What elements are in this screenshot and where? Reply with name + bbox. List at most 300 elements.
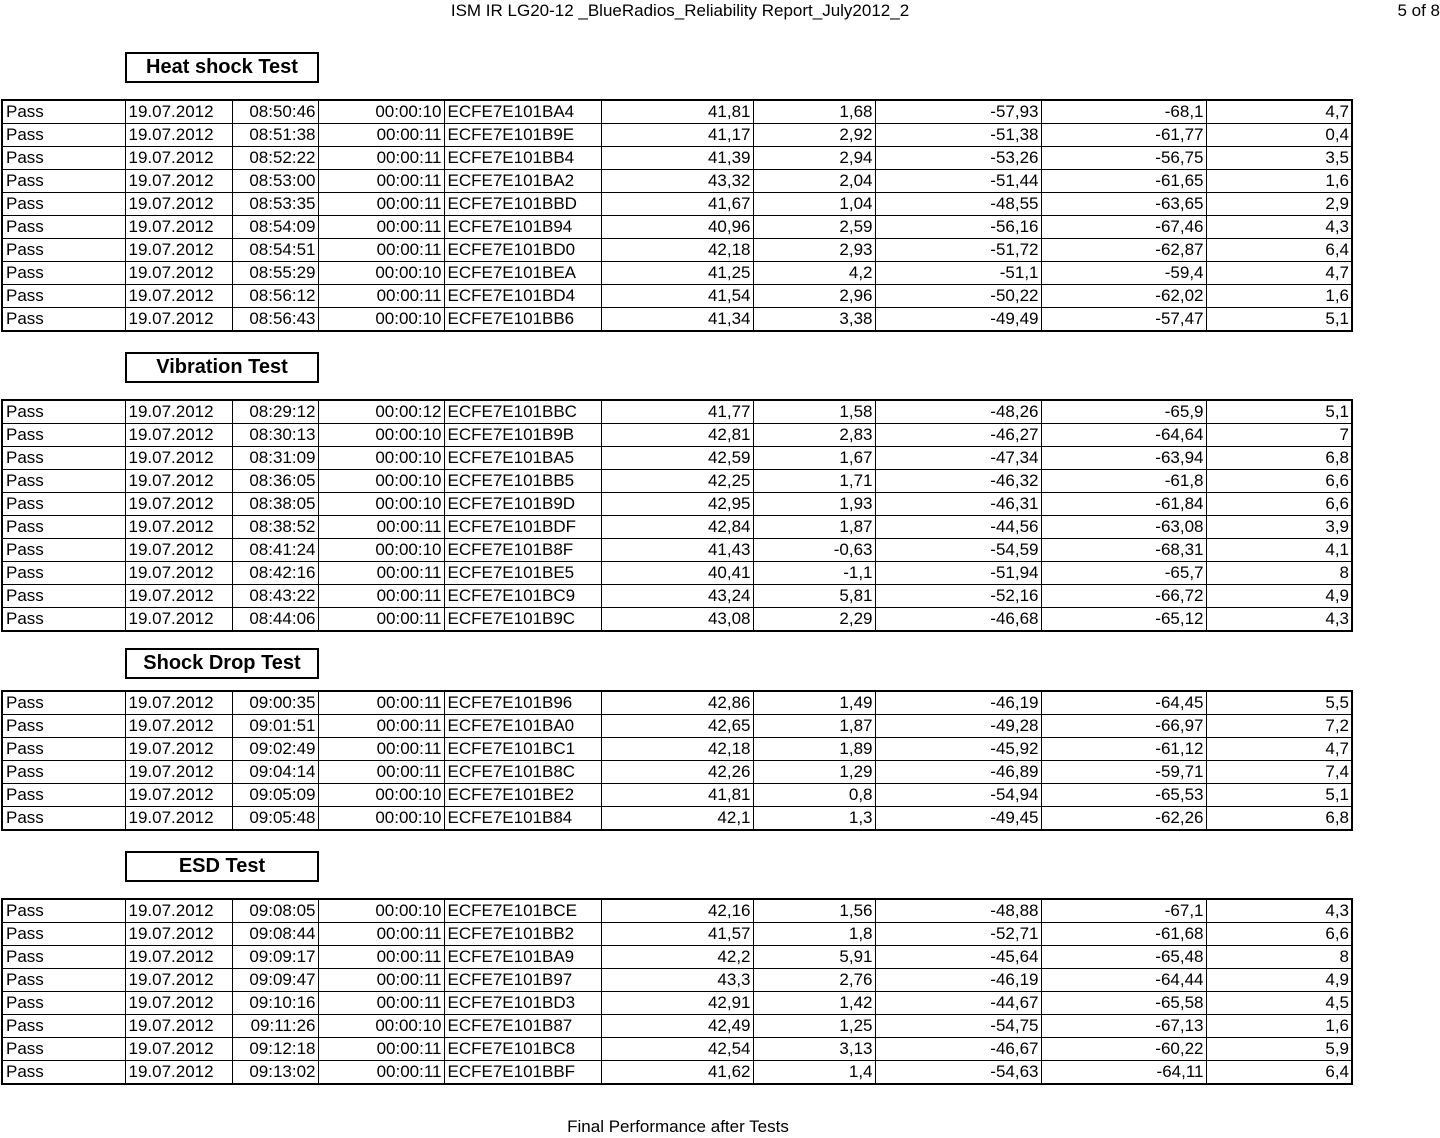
cell-duration: 00:00:11 <box>318 1038 444 1061</box>
cell-time: 08:38:05 <box>232 493 318 516</box>
cell-value-1: 43,24 <box>601 585 753 608</box>
cell-value-4: -64,11 <box>1041 1061 1206 1085</box>
section-title-vibration: Vibration Test <box>125 352 319 383</box>
cell-value-3: -51,38 <box>875 124 1041 147</box>
cell-time: 09:10:16 <box>232 992 318 1015</box>
cell-device-id: ECFE7E101B8C <box>444 761 601 784</box>
table-row <box>2 562 1352 585</box>
cell-value-5: 6,4 <box>1206 1061 1352 1085</box>
cell-value-1: 41,54 <box>601 285 753 308</box>
cell-value-1: 41,77 <box>601 400 753 424</box>
cell-status: Pass <box>2 1015 125 1038</box>
table-row <box>2 493 1352 516</box>
cell-value-2: 1,58 <box>753 400 875 424</box>
cell-value-2: 3,38 <box>753 308 875 332</box>
cell-value-4: -66,97 <box>1041 715 1206 738</box>
cell-time: 08:41:24 <box>232 539 318 562</box>
cell-duration: 00:00:11 <box>318 923 444 946</box>
cell-value-3: -54,59 <box>875 539 1041 562</box>
cell-duration: 00:00:10 <box>318 424 444 447</box>
cell-device-id: ECFE7E101B9E <box>444 124 601 147</box>
cell-duration: 00:00:11 <box>318 738 444 761</box>
cell-value-1: 42,49 <box>601 1015 753 1038</box>
cell-status: Pass <box>2 239 125 262</box>
cell-device-id: ECFE7E101BB6 <box>444 308 601 332</box>
cell-value-1: 43,32 <box>601 170 753 193</box>
table-row <box>2 923 1352 946</box>
cell-value-1: 42,2 <box>601 946 753 969</box>
table-row <box>2 400 1352 424</box>
cell-device-id: ECFE7E101BBD <box>444 193 601 216</box>
cell-value-5: 5,1 <box>1206 784 1352 807</box>
cell-value-4: -67,46 <box>1041 216 1206 239</box>
cell-value-1: 41,34 <box>601 308 753 332</box>
cell-value-1: 43,08 <box>601 608 753 632</box>
cell-value-5: 6,4 <box>1206 239 1352 262</box>
cell-value-2: 2,04 <box>753 170 875 193</box>
cell-status: Pass <box>2 1038 125 1061</box>
cell-value-3: -50,22 <box>875 285 1041 308</box>
cell-device-id: ECFE7E101B9C <box>444 608 601 632</box>
cell-value-1: 41,57 <box>601 923 753 946</box>
cell-value-5: 6,8 <box>1206 447 1352 470</box>
table-row <box>2 216 1352 239</box>
cell-device-id: ECFE7E101BB2 <box>444 923 601 946</box>
table-row <box>2 239 1352 262</box>
cell-value-2: 1,4 <box>753 1061 875 1085</box>
cell-value-3: -51,44 <box>875 170 1041 193</box>
cell-device-id: ECFE7E101BA5 <box>444 447 601 470</box>
cell-date: 19.07.2012 <box>125 899 232 923</box>
cell-date: 19.07.2012 <box>125 216 232 239</box>
cell-value-1: 42,54 <box>601 1038 753 1061</box>
page-number: 5 of 8 <box>1397 1 1440 20</box>
cell-time: 09:05:48 <box>232 807 318 831</box>
cell-value-4: -66,72 <box>1041 585 1206 608</box>
cell-value-3: -49,49 <box>875 308 1041 332</box>
cell-duration: 00:00:11 <box>318 715 444 738</box>
cell-date: 19.07.2012 <box>125 193 232 216</box>
table-row <box>2 969 1352 992</box>
cell-value-1: 42,1 <box>601 807 753 831</box>
cell-date: 19.07.2012 <box>125 946 232 969</box>
cell-value-4: -65,7 <box>1041 562 1206 585</box>
cell-status: Pass <box>2 899 125 923</box>
cell-status: Pass <box>2 1061 125 1085</box>
table-row <box>2 470 1352 493</box>
cell-status: Pass <box>2 946 125 969</box>
cell-time: 08:30:13 <box>232 424 318 447</box>
table-row <box>2 761 1352 784</box>
cell-status: Pass <box>2 193 125 216</box>
cell-time: 08:36:05 <box>232 470 318 493</box>
cell-duration: 00:00:11 <box>318 608 444 632</box>
cell-value-2: 1,42 <box>753 992 875 1015</box>
cell-device-id: ECFE7E101B87 <box>444 1015 601 1038</box>
cell-value-5: 0,4 <box>1206 124 1352 147</box>
shock-drop-table <box>1 690 1353 831</box>
table-row <box>2 992 1352 1015</box>
table-row <box>2 193 1352 216</box>
cell-date: 19.07.2012 <box>125 992 232 1015</box>
cell-duration: 00:00:10 <box>318 493 444 516</box>
cell-value-1: 41,62 <box>601 1061 753 1085</box>
cell-device-id: ECFE7E101B97 <box>444 969 601 992</box>
cell-value-2: 1,29 <box>753 761 875 784</box>
cell-value-1: 41,67 <box>601 193 753 216</box>
cell-value-3: -44,67 <box>875 992 1041 1015</box>
cell-duration: 00:00:11 <box>318 1061 444 1085</box>
cell-date: 19.07.2012 <box>125 124 232 147</box>
table-row <box>2 784 1352 807</box>
cell-value-2: 5,91 <box>753 946 875 969</box>
cell-value-5: 7 <box>1206 424 1352 447</box>
cell-time: 09:05:09 <box>232 784 318 807</box>
cell-value-4: -65,12 <box>1041 608 1206 632</box>
cell-value-5: 8 <box>1206 562 1352 585</box>
cell-value-4: -60,22 <box>1041 1038 1206 1061</box>
cell-status: Pass <box>2 170 125 193</box>
section-title-heat-shock: Heat shock Test <box>125 52 319 83</box>
cell-value-3: -52,16 <box>875 585 1041 608</box>
cell-value-5: 5,9 <box>1206 1038 1352 1061</box>
cell-duration: 00:00:10 <box>318 1015 444 1038</box>
table-row <box>2 147 1352 170</box>
cell-value-3: -54,63 <box>875 1061 1041 1085</box>
cell-value-1: 42,81 <box>601 424 753 447</box>
cell-value-1: 41,17 <box>601 124 753 147</box>
cell-value-2: 1,8 <box>753 923 875 946</box>
cell-value-3: -54,94 <box>875 784 1041 807</box>
cell-value-5: 3,9 <box>1206 516 1352 539</box>
cell-value-1: 42,26 <box>601 761 753 784</box>
table-row <box>2 1038 1352 1061</box>
cell-time: 08:38:52 <box>232 516 318 539</box>
cell-value-2: 2,94 <box>753 147 875 170</box>
cell-duration: 00:00:11 <box>318 147 444 170</box>
table-row <box>2 1061 1352 1085</box>
cell-value-2: 1,56 <box>753 899 875 923</box>
cell-time: 08:54:51 <box>232 239 318 262</box>
cell-value-2: 1,87 <box>753 516 875 539</box>
cell-duration: 00:00:10 <box>318 899 444 923</box>
cell-device-id: ECFE7E101BBC <box>444 400 601 424</box>
cell-value-5: 6,6 <box>1206 470 1352 493</box>
cell-device-id: ECFE7E101BDF <box>444 516 601 539</box>
cell-value-2: 1,49 <box>753 691 875 715</box>
table-row <box>2 124 1352 147</box>
cell-value-5: 4,9 <box>1206 585 1352 608</box>
cell-time: 08:56:12 <box>232 285 318 308</box>
cell-device-id: ECFE7E101BD0 <box>444 239 601 262</box>
cell-time: 09:09:17 <box>232 946 318 969</box>
cell-device-id: ECFE7E101BC1 <box>444 738 601 761</box>
cell-duration: 00:00:10 <box>318 262 444 285</box>
cell-value-4: -67,13 <box>1041 1015 1206 1038</box>
cell-value-4: -64,45 <box>1041 691 1206 715</box>
cell-value-5: 1,6 <box>1206 285 1352 308</box>
cell-value-5: 4,7 <box>1206 262 1352 285</box>
cell-status: Pass <box>2 424 125 447</box>
cell-device-id: ECFE7E101BC9 <box>444 585 601 608</box>
cell-duration: 00:00:10 <box>318 470 444 493</box>
cell-status: Pass <box>2 761 125 784</box>
cell-duration: 00:00:11 <box>318 992 444 1015</box>
cell-value-2: 2,93 <box>753 239 875 262</box>
cell-value-4: -61,77 <box>1041 124 1206 147</box>
cell-value-5: 6,6 <box>1206 923 1352 946</box>
cell-value-3: -51,1 <box>875 262 1041 285</box>
cell-date: 19.07.2012 <box>125 400 232 424</box>
cell-value-5: 3,5 <box>1206 147 1352 170</box>
cell-date: 19.07.2012 <box>125 738 232 761</box>
cell-date: 19.07.2012 <box>125 691 232 715</box>
cell-value-2: 1,04 <box>753 193 875 216</box>
table-row <box>2 585 1352 608</box>
cell-value-4: -64,44 <box>1041 969 1206 992</box>
cell-time: 08:42:16 <box>232 562 318 585</box>
cell-status: Pass <box>2 715 125 738</box>
cell-time: 08:29:12 <box>232 400 318 424</box>
cell-status: Pass <box>2 784 125 807</box>
table-row <box>2 1015 1352 1038</box>
cell-value-3: -46,31 <box>875 493 1041 516</box>
cell-duration: 00:00:11 <box>318 239 444 262</box>
cell-value-4: -68,31 <box>1041 539 1206 562</box>
table-row <box>2 516 1352 539</box>
cell-value-5: 7,4 <box>1206 761 1352 784</box>
cell-device-id: ECFE7E101BA2 <box>444 170 601 193</box>
cell-time: 09:02:49 <box>232 738 318 761</box>
cell-value-3: -57,93 <box>875 100 1041 124</box>
cell-duration: 00:00:11 <box>318 946 444 969</box>
cell-status: Pass <box>2 969 125 992</box>
cell-date: 19.07.2012 <box>125 1015 232 1038</box>
cell-value-5: 1,6 <box>1206 170 1352 193</box>
cell-value-3: -51,94 <box>875 562 1041 585</box>
cell-device-id: ECFE7E101BB5 <box>444 470 601 493</box>
cell-status: Pass <box>2 470 125 493</box>
cell-status: Pass <box>2 992 125 1015</box>
cell-value-5: 7,2 <box>1206 715 1352 738</box>
cell-value-1: 42,25 <box>601 470 753 493</box>
vibration-table <box>1 399 1353 632</box>
cell-value-4: -61,12 <box>1041 738 1206 761</box>
cell-device-id: ECFE7E101B94 <box>444 216 601 239</box>
cell-status: Pass <box>2 807 125 831</box>
cell-date: 19.07.2012 <box>125 262 232 285</box>
cell-device-id: ECFE7E101B96 <box>444 691 601 715</box>
cell-value-4: -67,1 <box>1041 899 1206 923</box>
cell-status: Pass <box>2 147 125 170</box>
cell-duration: 00:00:11 <box>318 285 444 308</box>
esd-table <box>1 898 1353 1085</box>
cell-device-id: ECFE7E101B84 <box>444 807 601 831</box>
cell-duration: 00:00:11 <box>318 170 444 193</box>
cell-date: 19.07.2012 <box>125 470 232 493</box>
cell-value-3: -46,68 <box>875 608 1041 632</box>
cell-status: Pass <box>2 738 125 761</box>
cell-date: 19.07.2012 <box>125 969 232 992</box>
cell-value-2: 1,25 <box>753 1015 875 1038</box>
cell-value-3: -49,28 <box>875 715 1041 738</box>
cell-value-3: -46,67 <box>875 1038 1041 1061</box>
cell-value-1: 42,65 <box>601 715 753 738</box>
table-row <box>2 308 1352 332</box>
cell-time: 09:12:18 <box>232 1038 318 1061</box>
cell-device-id: ECFE7E101B9D <box>444 493 601 516</box>
cell-value-1: 41,25 <box>601 262 753 285</box>
table-row <box>2 170 1352 193</box>
cell-device-id: ECFE7E101BA4 <box>444 100 601 124</box>
cell-value-3: -45,64 <box>875 946 1041 969</box>
cell-value-5: 6,8 <box>1206 807 1352 831</box>
cell-value-3: -48,88 <box>875 899 1041 923</box>
table-row <box>2 285 1352 308</box>
cell-value-3: -46,89 <box>875 761 1041 784</box>
cell-duration: 00:00:10 <box>318 784 444 807</box>
cell-value-4: -63,08 <box>1041 516 1206 539</box>
cell-time: 09:13:02 <box>232 1061 318 1085</box>
cell-value-2: 2,29 <box>753 608 875 632</box>
cell-value-1: 41,43 <box>601 539 753 562</box>
cell-date: 19.07.2012 <box>125 239 232 262</box>
cell-date: 19.07.2012 <box>125 447 232 470</box>
footer-caption: Final Performance after Tests <box>567 1117 789 1136</box>
cell-time: 08:56:43 <box>232 308 318 332</box>
cell-device-id: ECFE7E101BCE <box>444 899 601 923</box>
table-row <box>2 608 1352 632</box>
cell-value-2: 1,87 <box>753 715 875 738</box>
cell-duration: 00:00:10 <box>318 100 444 124</box>
cell-value-3: -46,27 <box>875 424 1041 447</box>
heat-shock-table <box>1 99 1353 332</box>
cell-value-2: 0,8 <box>753 784 875 807</box>
cell-device-id: ECFE7E101BE2 <box>444 784 601 807</box>
cell-status: Pass <box>2 400 125 424</box>
cell-value-2: 2,59 <box>753 216 875 239</box>
cell-time: 09:01:51 <box>232 715 318 738</box>
section-title-esd: ESD Test <box>125 851 319 882</box>
cell-value-2: 3,13 <box>753 1038 875 1061</box>
cell-status: Pass <box>2 562 125 585</box>
cell-value-5: 4,3 <box>1206 899 1352 923</box>
cell-status: Pass <box>2 608 125 632</box>
cell-value-5: 4,7 <box>1206 100 1352 124</box>
cell-duration: 00:00:12 <box>318 400 444 424</box>
cell-time: 08:43:22 <box>232 585 318 608</box>
cell-value-2: 1,89 <box>753 738 875 761</box>
cell-duration: 00:00:11 <box>318 516 444 539</box>
cell-device-id: ECFE7E101BE5 <box>444 562 601 585</box>
cell-status: Pass <box>2 923 125 946</box>
cell-value-5: 5,1 <box>1206 308 1352 332</box>
cell-date: 19.07.2012 <box>125 147 232 170</box>
cell-device-id: ECFE7E101BBF <box>444 1061 601 1085</box>
cell-value-2: 1,93 <box>753 493 875 516</box>
cell-device-id: ECFE7E101BD4 <box>444 285 601 308</box>
cell-value-4: -62,02 <box>1041 285 1206 308</box>
cell-duration: 00:00:11 <box>318 562 444 585</box>
cell-value-3: -49,45 <box>875 807 1041 831</box>
table-row <box>2 262 1352 285</box>
cell-value-4: -63,65 <box>1041 193 1206 216</box>
cell-value-3: -56,16 <box>875 216 1041 239</box>
cell-date: 19.07.2012 <box>125 285 232 308</box>
cell-value-1: 41,39 <box>601 147 753 170</box>
cell-value-3: -54,75 <box>875 1015 1041 1038</box>
cell-date: 19.07.2012 <box>125 562 232 585</box>
cell-value-4: -68,1 <box>1041 100 1206 124</box>
cell-value-4: -57,47 <box>1041 308 1206 332</box>
cell-time: 08:31:09 <box>232 447 318 470</box>
cell-time: 09:04:14 <box>232 761 318 784</box>
cell-value-5: 4,3 <box>1206 608 1352 632</box>
cell-value-5: 5,1 <box>1206 400 1352 424</box>
table-row <box>2 807 1352 831</box>
cell-duration: 00:00:10 <box>318 807 444 831</box>
cell-value-4: -61,65 <box>1041 170 1206 193</box>
cell-date: 19.07.2012 <box>125 923 232 946</box>
cell-value-2: 4,2 <box>753 262 875 285</box>
cell-value-3: -44,56 <box>875 516 1041 539</box>
cell-date: 19.07.2012 <box>125 715 232 738</box>
cell-value-1: 42,91 <box>601 992 753 1015</box>
cell-device-id: ECFE7E101BA9 <box>444 946 601 969</box>
cell-device-id: ECFE7E101BA0 <box>444 715 601 738</box>
cell-value-5: 1,6 <box>1206 1015 1352 1038</box>
cell-value-3: -51,72 <box>875 239 1041 262</box>
cell-value-1: 42,59 <box>601 447 753 470</box>
table-row <box>2 539 1352 562</box>
cell-value-4: -65,53 <box>1041 784 1206 807</box>
cell-duration: 00:00:11 <box>318 193 444 216</box>
cell-value-2: 1,67 <box>753 447 875 470</box>
cell-value-1: 42,18 <box>601 239 753 262</box>
cell-duration: 00:00:10 <box>318 539 444 562</box>
cell-date: 19.07.2012 <box>125 100 232 124</box>
table-row <box>2 100 1352 124</box>
section-title-shock-drop: Shock Drop Test <box>125 648 319 679</box>
cell-value-3: -47,34 <box>875 447 1041 470</box>
cell-status: Pass <box>2 124 125 147</box>
cell-value-4: -61,68 <box>1041 923 1206 946</box>
document-title: ISM IR LG20-12 _BlueRadios_Reliability Report_July2012_2 <box>450 1 910 20</box>
cell-value-4: -59,71 <box>1041 761 1206 784</box>
cell-value-2: -0,63 <box>753 539 875 562</box>
cell-value-4: -65,48 <box>1041 946 1206 969</box>
cell-date: 19.07.2012 <box>125 1038 232 1061</box>
cell-value-2: 1,71 <box>753 470 875 493</box>
cell-duration: 00:00:11 <box>318 216 444 239</box>
cell-status: Pass <box>2 493 125 516</box>
cell-value-4: -65,9 <box>1041 400 1206 424</box>
cell-value-5: 4,9 <box>1206 969 1352 992</box>
cell-duration: 00:00:11 <box>318 124 444 147</box>
cell-time: 08:51:38 <box>232 124 318 147</box>
cell-value-2: 2,76 <box>753 969 875 992</box>
cell-status: Pass <box>2 100 125 124</box>
cell-date: 19.07.2012 <box>125 493 232 516</box>
table-row <box>2 946 1352 969</box>
cell-time: 09:08:44 <box>232 923 318 946</box>
cell-status: Pass <box>2 516 125 539</box>
cell-value-2: 5,81 <box>753 585 875 608</box>
cell-duration: 00:00:10 <box>318 447 444 470</box>
cell-value-2: 1,68 <box>753 100 875 124</box>
cell-value-4: -62,87 <box>1041 239 1206 262</box>
cell-time: 08:53:35 <box>232 193 318 216</box>
